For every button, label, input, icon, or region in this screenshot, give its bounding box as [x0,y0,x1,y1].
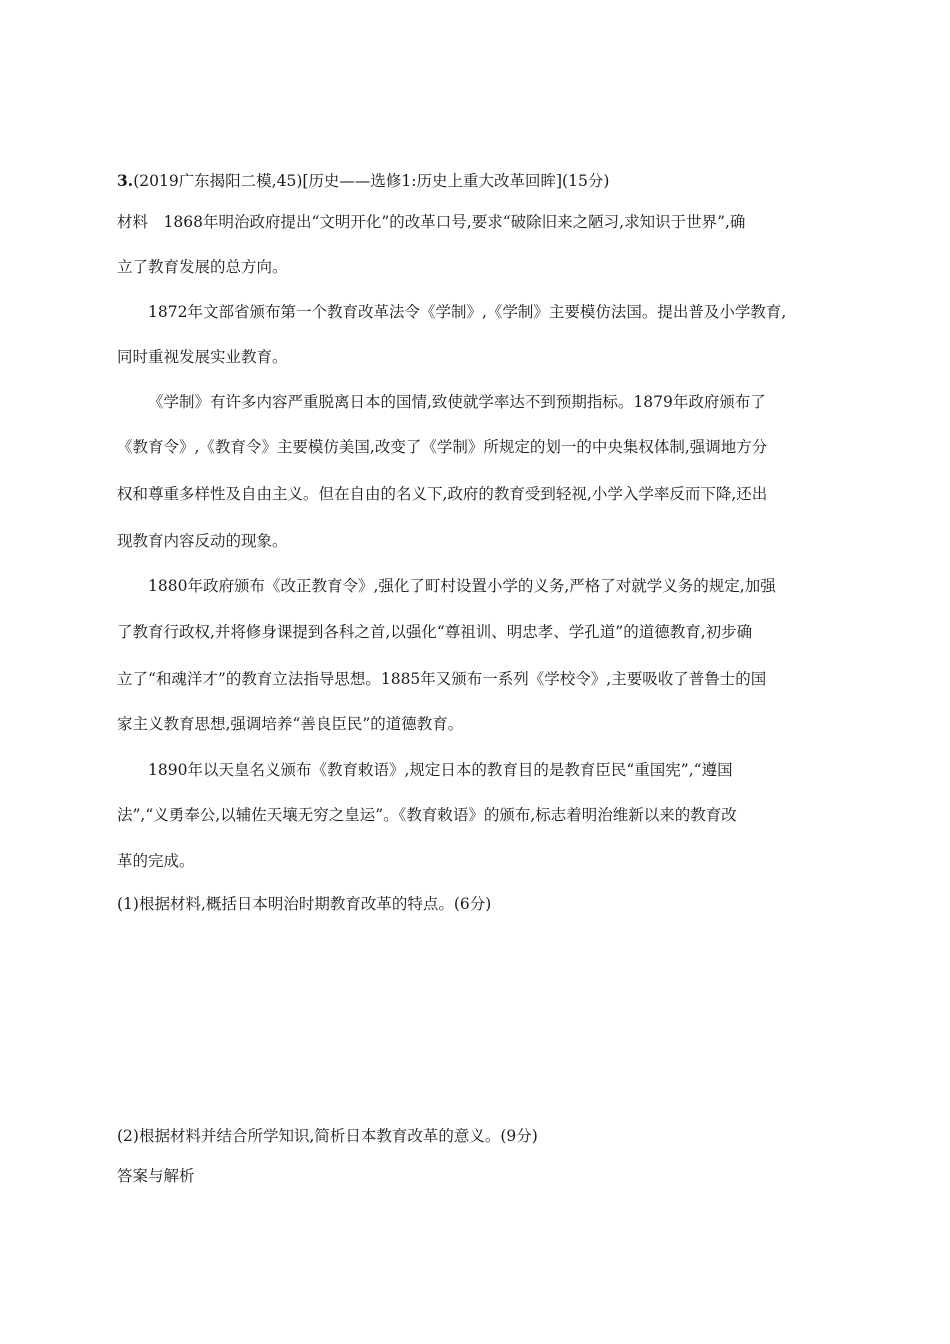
answer-heading: 答案与解析 [117,1167,195,1185]
question-number: 3. [117,171,134,190]
material-line: 立了“和魂洋才”的教育立法指导思想。1885年又颁布一系列《学校令》,主要吸收了普鲁士的国 [117,670,767,688]
material-line: 1872年文部省颁布第一个教育改革法令《学制》,《学制》主要模仿法国。提出普及小学教育, [148,303,787,321]
material-line: 1890年以天皇名义颁布《教育敕语》,规定日本的教育目的是教育臣民“重国宪”,“遵国 [148,761,733,779]
sub-question-1: (1)根据材料,概括日本明治时期教育改革的特点。(6分) [117,895,492,913]
material-line: 立了教育发展的总方向。 [117,258,288,276]
material-line: 《教育令》,《教育令》主要模仿美国,改变了《学制》所规定的划一的中央集权体制,强调地方分 [117,438,768,456]
material-line: 了教育行政权,并将修身课提到各科之首,以强化“尊祖训、明忠孝、学孔道”的道德教育,初步确 [117,623,753,641]
material-line: 《学制》有许多内容严重脱离日本的国情,致使就学率达不到预期指标。1879年政府颁布了 [148,393,766,411]
material-line: 家主义教育思想,强调培养“善良臣民”的道德教育。 [117,715,464,733]
material-line: 现教育内容反动的现象。 [117,532,288,550]
material-line: 同时重视发展实业教育。 [117,348,288,366]
sub-question-2: (2)根据材料并结合所学知识,简析日本教育改革的意义。(9分) [117,1127,538,1145]
material-line: 权和尊重多样性及自由主义。但在自由的名义下,政府的教育受到轻视,小学入学率反而下降,还出 [117,485,768,503]
material-line: 革的完成。 [117,852,195,870]
material-line: 1880年政府颁布《改正教育令》,强化了町村设置小学的义务,严格了对就学义务的规定,加强 [148,577,776,595]
material-line: 法”,“义勇奉公,以辅佐天壤无穷之皇运”。《教育敕语》的颁布,标志着明治维新以来的教育改 [117,806,737,824]
question-source: (2019广东揭阳二模,45)[历史——选修1:历史上重大改革回眸](15分) [133,172,610,190]
material-line: 材料 1868年明治政府提出“文明开化”的改革口号,要求“破除旧来之陋习,求知识于世界”,确 [117,213,746,231]
question-header [117,171,837,191]
